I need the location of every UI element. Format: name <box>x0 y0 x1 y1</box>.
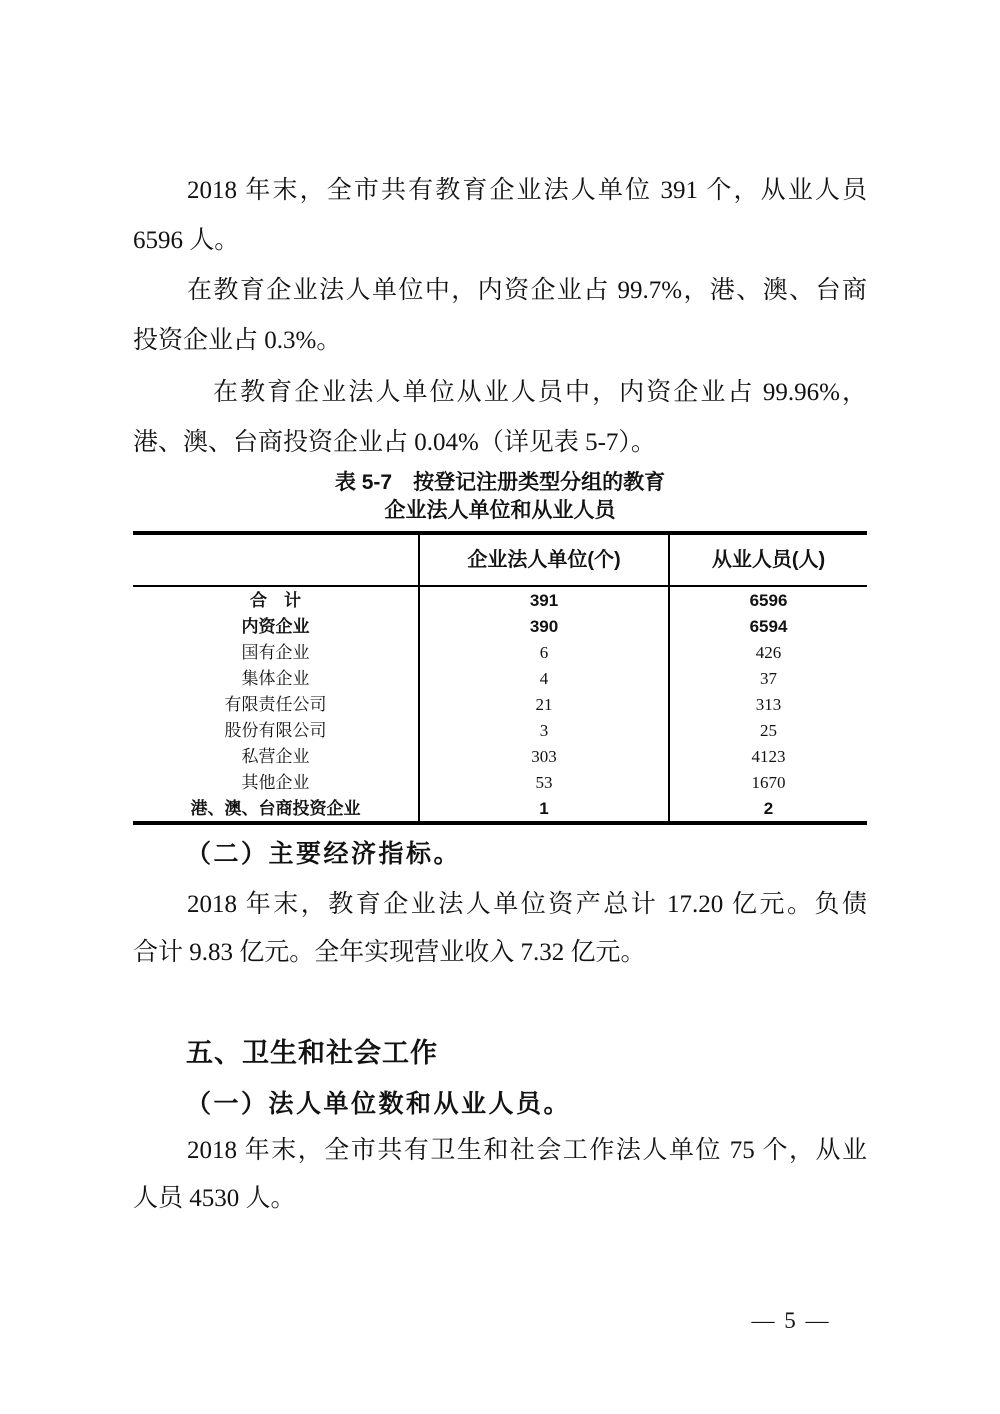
p2-line-1: 在教育企业法人单位中，内资企业占 99.7%，港、澳、台商 <box>187 277 867 304</box>
row-label: 合 计 <box>250 590 301 610</box>
table-5-7 <box>133 531 867 825</box>
row-label: 其他企业 <box>241 772 310 792</box>
cell-units: 6 <box>418 639 668 665</box>
cell-persons: 313 <box>668 691 867 717</box>
table-row-limited-liability <box>133 691 867 717</box>
cell-units: 21 <box>418 691 668 717</box>
p2-line-2: 投资企业占 0.3%。 <box>133 327 342 354</box>
table-title-line-1: 表 5-7 按登记注册类型分组的教育 <box>334 471 666 494</box>
table-row-domestic <box>133 613 867 639</box>
cell-persons: 37 <box>668 665 867 691</box>
row-label: 集体企业 <box>241 668 310 688</box>
cell-units: 390 <box>418 613 668 639</box>
p3-line-2: 港、澳、台商投资企业占 0.04%（详见表 5-7）。 <box>133 429 656 456</box>
econ-indicators-heading: （二）主要经济指标。 <box>186 841 462 868</box>
row-label: 内资企业 <box>241 616 310 636</box>
cell-units: 391 <box>418 587 668 613</box>
p4-line-2: 合计 9.83 亿元。全年实现营业收入 7.32 亿元。 <box>133 939 646 966</box>
table-row-private <box>133 743 867 769</box>
table-row-hk-macao-taiwan <box>133 795 867 821</box>
row-label: 私营企业 <box>241 746 310 766</box>
row-label: 港、澳、台商投资企业 <box>190 798 361 818</box>
table-header-row <box>133 535 867 587</box>
table-row-state-owned <box>133 639 867 665</box>
cell-persons: 2 <box>668 795 867 821</box>
row-label: 有限责任公司 <box>224 694 327 714</box>
cell-persons: 6594 <box>668 613 867 639</box>
table-header-persons: 从业人员(人) <box>668 535 867 585</box>
row-label: 股份有限公司 <box>224 720 327 740</box>
p1-line-1: 2018 年末，全市共有教育企业法人单位 391 个，从业人员 <box>187 177 867 204</box>
p3-line-1: 在教育企业法人单位从业人员中，内资企业占 99.96%， <box>213 379 867 406</box>
cell-units: 303 <box>418 743 668 769</box>
section-5-heading: 五、卫生和社会工作 <box>186 1038 438 1068</box>
table-title-line-2: 企业法人单位和从业人员 <box>384 499 616 522</box>
table-row-collective <box>133 665 867 691</box>
table-row-other <box>133 769 867 795</box>
row-label: 国有企业 <box>241 642 310 662</box>
p5-line-1: 2018 年末，全市共有卫生和社会工作法人单位 75 个，从业 <box>187 1137 867 1164</box>
cell-persons: 25 <box>668 717 867 743</box>
table-row-joint-stock <box>133 717 867 743</box>
p4-line-1: 2018 年末，教育企业法人单位资产总计 17.20 亿元。负债 <box>187 891 867 918</box>
cell-units: 1 <box>418 795 668 821</box>
cell-persons: 4123 <box>668 743 867 769</box>
page-number: — 5 — <box>751 1308 831 1333</box>
legal-units-heading: （一）法人单位数和从业人员。 <box>186 1091 572 1118</box>
cell-units: 53 <box>418 769 668 795</box>
table-row-total <box>133 587 867 613</box>
p5-line-2: 人员 4530 人。 <box>133 1185 296 1212</box>
cell-persons: 426 <box>668 639 867 665</box>
table-header-stub <box>133 535 418 585</box>
cell-units: 4 <box>418 665 668 691</box>
cell-persons: 6596 <box>668 587 867 613</box>
p1-line-2: 6596 人。 <box>133 227 240 254</box>
cell-units: 3 <box>418 717 668 743</box>
cell-persons: 1670 <box>668 769 867 795</box>
table-header-units: 企业法人单位(个) <box>418 535 668 585</box>
